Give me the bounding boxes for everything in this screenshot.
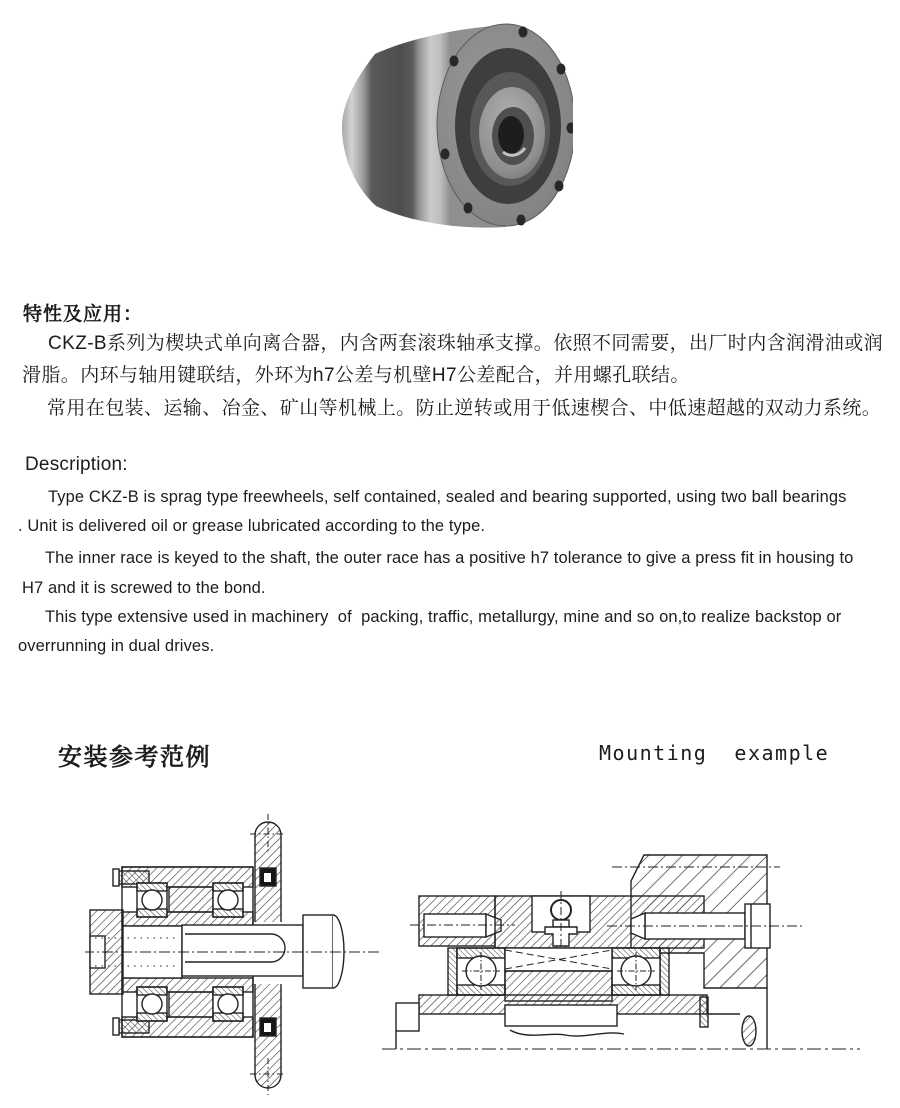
mounting-drawing-left bbox=[85, 812, 385, 1097]
mounting-heading-en: Mounting example bbox=[599, 741, 830, 765]
seal bbox=[660, 948, 669, 995]
en-paragraph-line: H7 and it is screwed to the bond. bbox=[22, 579, 266, 597]
product-photo bbox=[333, 6, 573, 232]
en-paragraph-line: The inner race is keyed to the shaft, the outer race has a positive h7 tolerance to give a press fit in housing to bbox=[45, 549, 854, 567]
keyway bbox=[185, 934, 285, 962]
retainer bbox=[700, 997, 708, 1027]
flange-bolt-bottom bbox=[260, 1018, 276, 1036]
seal bbox=[448, 948, 457, 995]
ball-bearing bbox=[137, 987, 167, 1021]
shaft-end bbox=[742, 1016, 756, 1046]
en-paragraph-line: . Unit is delivered oil or grease lubricated according to the type. bbox=[18, 517, 486, 535]
break-line bbox=[510, 1030, 624, 1036]
cn-section-heading: 特性及应用： bbox=[23, 304, 144, 325]
en-paragraph-line: Type CKZ-B is sprag type freewheels, self contained, sealed and bearing supported, using two ball bearings bbox=[48, 488, 847, 506]
clutch-photo-graphic bbox=[333, 6, 573, 232]
ball-bearing bbox=[457, 948, 505, 995]
en-paragraph-line: overrunning in dual drives. bbox=[18, 637, 215, 655]
mounting-heading-cn: 安装参考范例 bbox=[58, 744, 211, 771]
ball-bearing bbox=[213, 987, 243, 1021]
ball-bearing bbox=[137, 883, 167, 917]
ball-bearing bbox=[213, 883, 243, 917]
cn-paragraph-line: CKZ-B系列为楔块式单向离合器，内含两套滚珠轴承支撑。依照不同需要，出厂时内含润滑油或润 bbox=[48, 333, 884, 354]
key-slot bbox=[505, 1005, 617, 1026]
center-bore bbox=[498, 116, 524, 154]
flange-bolt-top bbox=[260, 868, 276, 886]
cn-paragraph-line: 常用在包装、运输、冶金、矿山等机械上。防止逆转或用于低速楔合、中低速超越的双动力系统。 bbox=[47, 398, 882, 419]
en-paragraph-line: This type extensive used in machinery of packing, traffic, metallurgy, mine and so on,to realize backstop or bbox=[45, 608, 842, 626]
sprag-cage bbox=[505, 948, 612, 971]
shaft-mount-cross-section bbox=[85, 812, 385, 1097]
housing-mount-cross-section bbox=[382, 833, 862, 1063]
ball-bearing bbox=[612, 948, 660, 995]
cn-paragraph-line: 滑脂。内环与轴用键联结，外环为h7公差与机壁H7公差配合，并用螺孔联结。 bbox=[22, 365, 690, 386]
mounting-drawing-right bbox=[382, 833, 862, 1063]
en-section-heading: Description: bbox=[25, 454, 128, 475]
shaft-step bbox=[396, 1003, 419, 1031]
